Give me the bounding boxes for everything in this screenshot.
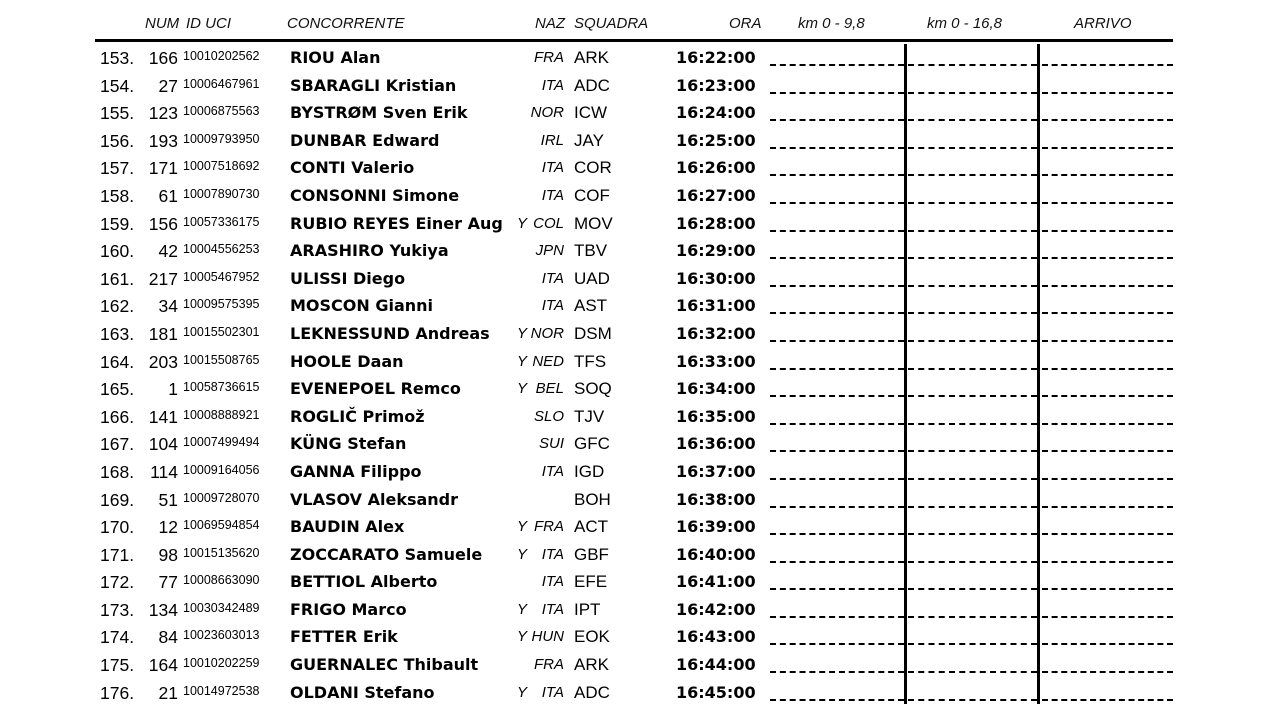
table-row bbox=[0, 44, 1280, 72]
row-uci-id: 10007518692 bbox=[183, 159, 260, 174]
row-split-2-blank bbox=[908, 257, 1037, 259]
row-bib-number: 134 bbox=[148, 599, 178, 620]
row-split-1-blank bbox=[770, 423, 904, 425]
row-start-time: 16:41:00 bbox=[676, 572, 756, 592]
row-split-2-blank bbox=[908, 395, 1037, 397]
row-finish-blank bbox=[1042, 533, 1173, 535]
row-nationality: FRA bbox=[534, 49, 564, 66]
header-uci: ID UCI bbox=[186, 15, 231, 32]
row-bib-number: 34 bbox=[158, 296, 178, 317]
row-team: ARK bbox=[574, 655, 609, 675]
row-nationality: BEL bbox=[535, 380, 564, 398]
row-split-2-blank bbox=[908, 92, 1037, 94]
row-young-rider-flag: Y bbox=[517, 518, 528, 536]
row-position: 168. bbox=[100, 461, 135, 482]
header-finish: ARRIVO bbox=[1074, 15, 1132, 32]
row-split-2-blank bbox=[908, 671, 1037, 673]
row-finish-blank bbox=[1042, 671, 1173, 673]
table-row bbox=[0, 265, 1280, 293]
row-position: 173. bbox=[100, 599, 135, 620]
table-row bbox=[0, 154, 1280, 182]
row-split-2-blank bbox=[908, 174, 1037, 176]
header-divider bbox=[95, 39, 1173, 42]
row-rider-name: EVENEPOEL Remco bbox=[290, 379, 461, 399]
row-bib-number: 27 bbox=[158, 75, 178, 96]
row-nationality: SUI bbox=[538, 435, 564, 453]
row-split-1-blank bbox=[770, 450, 904, 452]
row-rider-name: ROGLIČ Primož bbox=[290, 406, 425, 426]
row-position: 176. bbox=[100, 682, 135, 703]
row-position: 162. bbox=[100, 296, 135, 317]
row-team: DSM bbox=[574, 323, 612, 343]
row-team: UAD bbox=[574, 268, 610, 288]
row-young-rider-flag: Y bbox=[517, 628, 528, 646]
row-uci-id: 10058736615 bbox=[183, 380, 260, 395]
row-finish-blank bbox=[1042, 202, 1173, 204]
row-finish-blank bbox=[1042, 423, 1173, 425]
row-start-time: 16:37:00 bbox=[676, 461, 756, 481]
row-rider-name: BAUDIN Alex bbox=[290, 517, 405, 537]
row-team: MOV bbox=[574, 213, 613, 233]
row-split-1-blank bbox=[770, 92, 904, 94]
row-bib-number: 141 bbox=[148, 406, 178, 427]
table-row bbox=[0, 623, 1280, 651]
row-split-1-blank bbox=[770, 533, 904, 535]
row-bib-number: 164 bbox=[148, 655, 178, 676]
row-nationality: ITA bbox=[541, 545, 564, 563]
row-split-2-blank bbox=[908, 147, 1037, 149]
row-uci-id: 10009728070 bbox=[183, 490, 260, 505]
row-finish-blank bbox=[1042, 119, 1173, 121]
row-split-2-blank bbox=[908, 423, 1037, 425]
row-uci-id: 10006467961 bbox=[183, 76, 260, 91]
table-row bbox=[0, 99, 1280, 127]
table-row bbox=[0, 403, 1280, 431]
row-finish-blank bbox=[1042, 450, 1173, 452]
row-position: 160. bbox=[100, 241, 135, 262]
row-rider-name: VLASOV Aleksandr bbox=[290, 489, 459, 509]
row-split-1-blank bbox=[770, 257, 904, 259]
row-rider-name: ZOCCARATO Samuele bbox=[290, 544, 483, 564]
row-split-1-blank bbox=[770, 230, 904, 232]
row-finish-blank bbox=[1042, 699, 1173, 701]
row-team: EOK bbox=[574, 627, 610, 647]
row-finish-blank bbox=[1042, 230, 1173, 232]
table-row bbox=[0, 568, 1280, 596]
row-position: 158. bbox=[100, 185, 135, 206]
row-rider-name: DUNBAR Edward bbox=[290, 130, 440, 150]
row-split-1-blank bbox=[770, 395, 904, 397]
row-position: 154. bbox=[100, 75, 135, 96]
row-start-time: 16:22:00 bbox=[676, 48, 756, 67]
header-split-1: km 0 - 9,8 bbox=[798, 15, 865, 32]
row-nationality: SLO bbox=[533, 407, 564, 425]
row-split-1-blank bbox=[770, 285, 904, 287]
row-start-time: 16:26:00 bbox=[676, 158, 756, 178]
row-start-time: 16:44:00 bbox=[676, 655, 756, 675]
row-split-2-blank bbox=[908, 230, 1037, 232]
row-bib-number: 84 bbox=[158, 627, 178, 648]
row-nationality: ITA bbox=[541, 76, 564, 94]
row-split-1-blank bbox=[770, 588, 904, 590]
row-nationality: ITA bbox=[541, 269, 564, 287]
row-team: ICW bbox=[574, 103, 608, 123]
row-position: 175. bbox=[100, 655, 135, 676]
table-row bbox=[0, 458, 1280, 486]
row-young-rider-flag: Y bbox=[517, 352, 528, 370]
row-finish-blank bbox=[1042, 340, 1173, 342]
row-split-1-blank bbox=[770, 312, 904, 314]
row-team: COF bbox=[574, 185, 610, 205]
row-bib-number: 181 bbox=[148, 323, 178, 344]
row-uci-id: 10006875563 bbox=[183, 104, 260, 119]
row-position: 161. bbox=[100, 268, 135, 289]
table-row bbox=[0, 541, 1280, 569]
row-rider-name: MOSCON Gianni bbox=[290, 296, 434, 316]
row-finish-blank bbox=[1042, 174, 1173, 176]
header-time: ORA bbox=[729, 15, 762, 32]
row-finish-blank bbox=[1042, 506, 1173, 508]
row-finish-blank bbox=[1042, 643, 1173, 645]
row-team: AST bbox=[574, 296, 608, 316]
row-start-time: 16:36:00 bbox=[676, 434, 756, 454]
row-rider-name: CONTI Valerio bbox=[290, 158, 415, 178]
table-row bbox=[0, 72, 1280, 100]
row-rider-name: KÜNG Stefan bbox=[290, 434, 407, 454]
row-split-1-blank bbox=[770, 671, 904, 673]
row-team: TBV bbox=[574, 241, 608, 261]
table-row bbox=[0, 596, 1280, 624]
table-row bbox=[0, 348, 1280, 376]
row-team: IGD bbox=[574, 461, 605, 481]
row-uci-id: 10008663090 bbox=[183, 573, 260, 588]
row-split-2-blank bbox=[908, 478, 1037, 480]
row-bib-number: 1 bbox=[168, 379, 178, 400]
row-split-2-blank bbox=[908, 202, 1037, 204]
row-start-time: 16:43:00 bbox=[676, 627, 756, 647]
row-nationality: ITA bbox=[541, 683, 564, 701]
row-nationality: FRA bbox=[534, 518, 564, 536]
row-uci-id: 10015502301 bbox=[183, 324, 260, 339]
row-bib-number: 114 bbox=[150, 461, 178, 482]
row-team: COR bbox=[574, 158, 612, 178]
row-uci-id: 10008888921 bbox=[183, 407, 260, 422]
row-split-1-blank bbox=[770, 643, 904, 645]
row-split-1-blank bbox=[770, 699, 904, 701]
row-position: 153. bbox=[100, 48, 135, 68]
row-split-1-blank bbox=[770, 174, 904, 176]
row-nationality: NOR bbox=[530, 324, 564, 342]
row-young-rider-flag: Y bbox=[517, 214, 528, 232]
row-split-2-blank bbox=[908, 506, 1037, 508]
row-bib-number: 123 bbox=[148, 103, 178, 124]
row-rider-name: OLDANI Stefano bbox=[290, 682, 435, 702]
row-rider-name: ULISSI Diego bbox=[290, 268, 406, 288]
row-position: 164. bbox=[100, 351, 135, 372]
row-nationality: NED bbox=[532, 352, 564, 370]
row-finish-blank bbox=[1042, 561, 1173, 563]
row-team: GBF bbox=[574, 544, 609, 564]
row-finish-blank bbox=[1042, 368, 1173, 370]
row-position: 159. bbox=[100, 213, 135, 234]
row-uci-id: 10009164056 bbox=[183, 462, 260, 477]
header-nat: NAZ bbox=[535, 15, 565, 32]
row-start-time: 16:25:00 bbox=[676, 130, 756, 150]
row-split-2-blank bbox=[908, 285, 1037, 287]
row-nationality: ITA bbox=[541, 600, 564, 618]
row-team: TFS bbox=[574, 351, 607, 371]
row-start-time: 16:40:00 bbox=[676, 544, 756, 564]
row-young-rider-flag: Y bbox=[517, 683, 528, 701]
header-team: SQUADRA bbox=[574, 15, 649, 32]
row-split-1-blank bbox=[770, 147, 904, 149]
table-row bbox=[0, 651, 1280, 679]
row-team: JAY bbox=[574, 130, 604, 150]
row-team: IPT bbox=[574, 599, 601, 619]
table-row bbox=[0, 292, 1280, 320]
row-uci-id: 10004556253 bbox=[183, 242, 260, 257]
row-team: ACT bbox=[574, 517, 608, 537]
row-position: 167. bbox=[100, 434, 135, 455]
row-rider-name: HOOLE Daan bbox=[290, 351, 404, 371]
row-team: ADC bbox=[574, 75, 610, 95]
table-row bbox=[0, 375, 1280, 403]
row-nationality: ITA bbox=[541, 573, 564, 591]
row-split-1-blank bbox=[770, 340, 904, 342]
row-rider-name: SBARAGLI Kristian bbox=[290, 75, 457, 95]
row-split-1-blank bbox=[770, 506, 904, 508]
row-rider-name: LEKNESSUND Andreas bbox=[290, 323, 490, 343]
row-uci-id: 10009793950 bbox=[183, 131, 260, 146]
row-bib-number: 193 bbox=[148, 130, 178, 151]
row-nationality: NOR bbox=[530, 104, 564, 122]
row-bib-number: 171 bbox=[148, 158, 178, 179]
row-finish-blank bbox=[1042, 147, 1173, 149]
row-uci-id: 10015508765 bbox=[183, 352, 260, 367]
table-row bbox=[0, 513, 1280, 541]
row-split-2-blank bbox=[908, 588, 1037, 590]
row-bib-number: 77 bbox=[158, 572, 178, 593]
row-bib-number: 98 bbox=[158, 544, 178, 565]
row-start-time: 16:24:00 bbox=[676, 103, 756, 123]
row-split-1-blank bbox=[770, 202, 904, 204]
row-uci-id: 10005467952 bbox=[183, 269, 260, 284]
row-bib-number: 61 bbox=[158, 185, 178, 206]
row-bib-number: 166 bbox=[148, 48, 178, 68]
row-finish-blank bbox=[1042, 285, 1173, 287]
row-uci-id: 10007890730 bbox=[183, 186, 260, 201]
row-bib-number: 12 bbox=[158, 517, 178, 538]
row-nationality: ITA bbox=[541, 297, 564, 315]
row-rider-name: BYSTRØM Sven Erik bbox=[290, 103, 468, 123]
row-start-time: 16:29:00 bbox=[676, 241, 756, 261]
row-uci-id: 10057336175 bbox=[183, 214, 260, 229]
table-row bbox=[0, 237, 1280, 265]
row-split-2-blank bbox=[908, 340, 1037, 342]
row-young-rider-flag: Y bbox=[517, 324, 528, 342]
row-nationality: ITA bbox=[541, 186, 564, 204]
table-row bbox=[0, 127, 1280, 155]
row-nationality: IRL bbox=[540, 131, 564, 149]
row-split-1-blank bbox=[770, 119, 904, 121]
row-start-time: 16:39:00 bbox=[676, 517, 756, 537]
row-finish-blank bbox=[1042, 257, 1173, 259]
row-uci-id: 10023603013 bbox=[183, 628, 260, 643]
row-nationality: HUN bbox=[531, 628, 564, 646]
row-young-rider-flag: Y bbox=[517, 600, 528, 618]
row-start-time: 16:42:00 bbox=[676, 599, 756, 619]
row-uci-id: 10014972538 bbox=[183, 683, 260, 698]
row-start-time: 16:31:00 bbox=[676, 296, 756, 316]
row-split-1-blank bbox=[770, 561, 904, 563]
row-finish-blank bbox=[1042, 312, 1173, 314]
row-nationality: ITA bbox=[541, 462, 564, 480]
header-num: NUM bbox=[145, 15, 180, 32]
row-uci-id: 10015135620 bbox=[183, 545, 260, 560]
row-rider-name: ARASHIRO Yukiya bbox=[290, 241, 449, 261]
row-uci-id: 10069594854 bbox=[183, 518, 260, 533]
row-team: ARK bbox=[574, 48, 609, 67]
row-rider-name: FRIGO Marco bbox=[290, 599, 407, 619]
row-uci-id: 10010202259 bbox=[183, 656, 260, 671]
row-split-2-blank bbox=[908, 312, 1037, 314]
row-split-2-blank bbox=[908, 561, 1037, 563]
row-finish-blank bbox=[1042, 64, 1173, 66]
header-split-2: km 0 - 16,8 bbox=[927, 15, 1003, 32]
row-bib-number: 21 bbox=[158, 682, 178, 703]
row-position: 156. bbox=[100, 130, 135, 151]
row-position: 169. bbox=[100, 489, 135, 510]
row-bib-number: 156 bbox=[148, 213, 178, 234]
table-row bbox=[0, 430, 1280, 458]
row-position: 163. bbox=[100, 323, 135, 344]
row-uci-id: 10030342489 bbox=[183, 600, 260, 615]
row-nationality: COL bbox=[533, 214, 564, 232]
row-position: 171. bbox=[100, 544, 135, 565]
start-list-table bbox=[0, 44, 1280, 706]
row-uci-id: 10010202562 bbox=[183, 49, 260, 63]
row-position: 155. bbox=[100, 103, 135, 124]
row-split-2-blank bbox=[908, 119, 1037, 121]
row-start-time: 16:28:00 bbox=[676, 213, 756, 233]
row-position: 172. bbox=[100, 572, 135, 593]
row-start-time: 16:30:00 bbox=[676, 268, 756, 288]
row-finish-blank bbox=[1042, 395, 1173, 397]
row-start-time: 16:35:00 bbox=[676, 406, 756, 426]
table-row bbox=[0, 182, 1280, 210]
row-start-time: 16:33:00 bbox=[676, 351, 756, 371]
row-start-time: 16:38:00 bbox=[676, 489, 756, 509]
table-row bbox=[0, 679, 1280, 707]
header-rider: CONCORRENTE bbox=[287, 15, 405, 32]
row-team: SOQ bbox=[574, 379, 612, 399]
row-finish-blank bbox=[1042, 478, 1173, 480]
row-split-1-blank bbox=[770, 64, 904, 66]
row-nationality: FRA bbox=[534, 656, 564, 674]
row-young-rider-flag: Y bbox=[517, 545, 528, 563]
row-split-2-blank bbox=[908, 533, 1037, 535]
row-rider-name: CONSONNI Simone bbox=[290, 185, 460, 205]
row-young-rider-flag: Y bbox=[517, 380, 528, 398]
row-rider-name: GUERNALEC Thibault bbox=[290, 655, 479, 675]
row-split-2-blank bbox=[908, 643, 1037, 645]
row-position: 174. bbox=[100, 627, 135, 648]
row-rider-name: RIOU Alan bbox=[290, 48, 381, 67]
row-start-time: 16:23:00 bbox=[676, 75, 756, 95]
row-position: 170. bbox=[100, 517, 135, 538]
row-bib-number: 104 bbox=[148, 434, 178, 455]
table-row bbox=[0, 320, 1280, 348]
row-team: BOH bbox=[574, 489, 611, 509]
row-finish-blank bbox=[1042, 588, 1173, 590]
table-row bbox=[0, 486, 1280, 514]
row-bib-number: 217 bbox=[148, 268, 178, 289]
row-start-time: 16:45:00 bbox=[676, 682, 756, 702]
row-finish-blank bbox=[1042, 616, 1173, 618]
row-position: 166. bbox=[100, 406, 135, 427]
row-rider-name: FETTER Erik bbox=[290, 627, 398, 647]
row-position: 165. bbox=[100, 379, 135, 400]
row-split-2-blank bbox=[908, 64, 1037, 66]
row-team: ADC bbox=[574, 682, 610, 702]
row-start-time: 16:34:00 bbox=[676, 379, 756, 399]
row-nationality: JPN bbox=[535, 242, 564, 260]
row-start-time: 16:32:00 bbox=[676, 323, 756, 343]
row-split-2-blank bbox=[908, 699, 1037, 701]
row-team: TJV bbox=[574, 406, 605, 426]
row-split-2-blank bbox=[908, 616, 1037, 618]
row-finish-blank bbox=[1042, 92, 1173, 94]
row-split-1-blank bbox=[770, 368, 904, 370]
row-rider-name: GANNA Filippo bbox=[290, 461, 422, 481]
table-row bbox=[0, 210, 1280, 238]
row-bib-number: 42 bbox=[158, 241, 178, 262]
row-nationality: ITA bbox=[541, 159, 564, 177]
row-team: GFC bbox=[574, 434, 610, 454]
row-split-2-blank bbox=[908, 450, 1037, 452]
row-bib-number: 51 bbox=[158, 489, 178, 510]
row-split-1-blank bbox=[770, 478, 904, 480]
row-bib-number: 203 bbox=[148, 351, 178, 372]
row-rider-name: BETTIOL Alberto bbox=[290, 572, 438, 592]
row-team: EFE bbox=[574, 572, 608, 592]
row-rider-name: RUBIO REYES Einer Aug bbox=[290, 213, 503, 233]
row-start-time: 16:27:00 bbox=[676, 185, 756, 205]
row-split-2-blank bbox=[908, 368, 1037, 370]
row-position: 157. bbox=[100, 158, 135, 179]
row-uci-id: 10009575395 bbox=[183, 297, 260, 312]
row-uci-id: 10007499494 bbox=[183, 435, 260, 450]
row-split-1-blank bbox=[770, 616, 904, 618]
